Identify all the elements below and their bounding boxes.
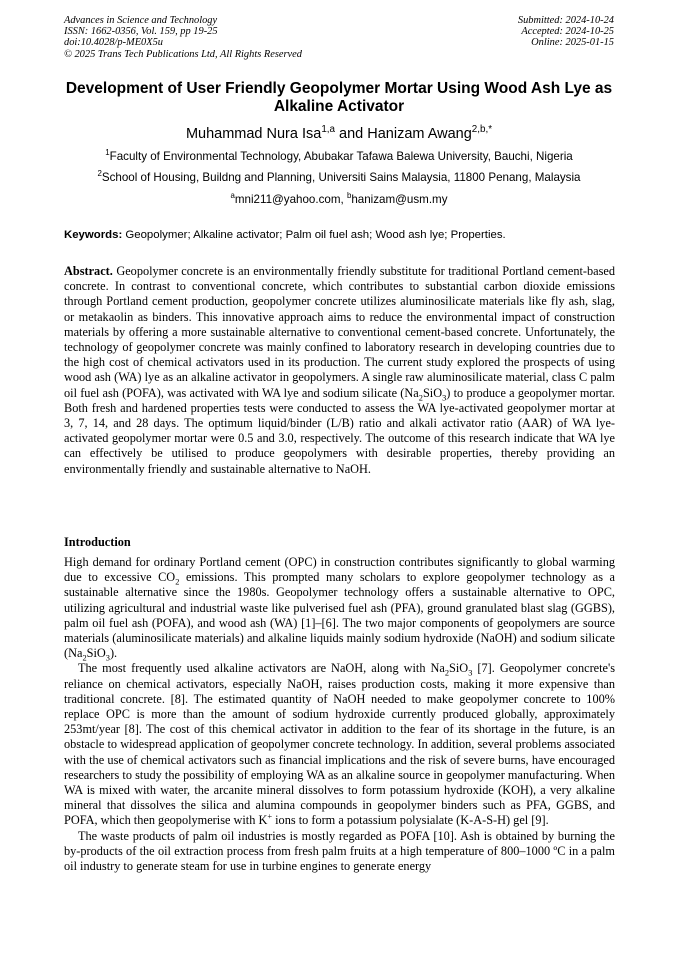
journal-header-right bbox=[518, 15, 614, 49]
author-list bbox=[58, 125, 620, 143]
formula-text: SiO bbox=[422, 385, 443, 400]
paragraph-text: ions to form a potassium polysialate (K-A-S-H) gel [9]. bbox=[272, 813, 549, 828]
paragraph bbox=[64, 661, 615, 828]
formula-text: SiO bbox=[449, 661, 469, 676]
affiliation-number: 1 bbox=[105, 148, 110, 158]
formula-subscript: 3 bbox=[105, 653, 110, 663]
abstract-label: Abstract. bbox=[64, 264, 113, 278]
author-affiliation-marker: 1,a bbox=[321, 124, 336, 136]
formula-subscript: 2 bbox=[82, 653, 87, 663]
accepted-date: Accepted: 2024-10-25 bbox=[521, 26, 614, 38]
formula-text: SiO bbox=[86, 646, 106, 661]
paragraph-text: High demand for ordinary Portland cement (OPC) in construction contributes significantly to global warming due to excessive CO bbox=[64, 555, 615, 585]
author-name: Muhammad Nura Isa bbox=[185, 126, 322, 142]
email-marker: a bbox=[230, 191, 235, 201]
affiliation-text: School of Housing, Buildng and Planning, Universiti Sains Malaysia, 11800 Penang, Malaysia bbox=[101, 171, 581, 184]
keywords-text: Geopolymer; Alkaline activator; Palm oil fuel ash; Wood ash lye; Properties. bbox=[122, 229, 506, 241]
paragraph bbox=[64, 555, 615, 661]
paragraph-text: ). bbox=[109, 646, 118, 661]
abstract bbox=[64, 264, 615, 477]
introduction-body bbox=[64, 555, 615, 874]
journal-copyright: © 2025 Trans Tech Publications Ltd, All Rights Reserved bbox=[64, 48, 302, 60]
email-link[interactable]: mni211@yahoo.com, bbox=[234, 193, 347, 206]
paper-title: Development of User Friendly Geopolymer Mortar Using Wood Ash Lye as Alkaline Activator bbox=[65, 80, 613, 115]
journal-header-left bbox=[64, 15, 302, 60]
author-name: Hanizam Awang bbox=[367, 126, 472, 142]
affiliation bbox=[58, 171, 620, 185]
affiliation bbox=[58, 150, 620, 164]
affiliation-text: Faculty of Environmental Technology, Abubakar Tafawa Balewa University, Bauchi, Nigeria bbox=[109, 150, 573, 163]
formula-subscript: 3 bbox=[442, 393, 447, 403]
journal-doi[interactable]: doi:10.4028/p-ME0X5u bbox=[64, 37, 163, 49]
author-separator: and bbox=[335, 126, 368, 142]
keywords bbox=[64, 228, 614, 242]
author-emails bbox=[58, 193, 620, 207]
keywords-label: Keywords: bbox=[64, 229, 123, 241]
formula-subscript: 2 bbox=[418, 393, 423, 403]
paragraph: The waste products of palm oil industries is mostly regarded as POFA [10]. Ash is obtained by burning the by-products of the oil extraction process from fresh palm fruits at a high temperature of 800–1000 ºC in a palm oil industry to generate steam for use in turbine engines to generate energy bbox=[64, 828, 615, 874]
abstract-text: Geopolymer concrete is an environmentally friendly substitute for traditional Portland cement-based concrete. In contrast to conventional concrete, which contributes to substantial carbon dioxide emissions through Portland cement production, geopolymer concrete utilizes aluminosilicate materials like fly ash, slag, or metakaolin as binders. This innovative approach aims to reduce the environmental impact of construction materials by offering a more sustainable alternative to conventional cement-based concrete. Unfortunately, the technology of geopolymer concrete was mainly confined to laboratory research in developing countries due to the high cost of chemical activators used in its production. The current study explored the prospects of using wood ash (WA) lye as an alkaline activator in geopolymers. A single raw aluminosilicate material, class C palm oil fuel ash (POFA), was activated with WA lye and sodium silicate (Na bbox=[64, 264, 615, 400]
author-affiliation-marker: 2,b,* bbox=[471, 124, 493, 136]
online-date: Online: 2025-01-15 bbox=[531, 37, 614, 49]
affiliation-number: 2 bbox=[97, 169, 102, 179]
abstract-text: ) to produce a geopolymer mortar. Both fresh and hardened properties tests were conducted to assess the WA lye-activated geopolymer mortar at 3, 7, 14, and 28 days. The optimum liquid/binder (L/B) ratio and alkali activator ratio (AAR) of WA lye-activated geopolymer mortar were 0.5 and 3.0, respectively. The outcome of this research indicate that WA lye can effectively be utilised to produce geopolymers with desirable properties, thereby providing an environmentally friendly and sustainable alternative to NaOH. bbox=[64, 385, 615, 476]
ion-superscript: + bbox=[267, 812, 273, 822]
formula-subscript: 2 bbox=[175, 577, 180, 587]
paragraph-text: [7]. Geopolymer concrete's reliance on chemical activators, especially NaOH, raises production costs, making it more expensive than traditional concrete. [8]. The estimated quantity of NaOH needed to make geopolymer concrete to 100% replace OPC is more than the amount of sodium hydroxide currently produced globally, approximately 253mt/year [8]. The cost of this chemical activator in addition to the fear of its shortage in the future, is an obstacle to widespread application of geopolymer concrete technology. In addition, several problems associated with the use of chemical activators such as financial implications and the risk of severe burns, have encouraged researchers to study the possibility of employing WA as an alkaline source in geopolymer manufacturing. When WA is mixed with water, the arcanite mineral dissolves to form potassium hydroxide (KOH), a very alkaline mineral that dissolves the silica and alumina compounds in geopolymer binders such as PFA, GGBS, and POFA, which then geopolymerise with K bbox=[64, 661, 615, 828]
paragraph-text: The most frequently used alkaline activators are NaOH, along with Na bbox=[78, 661, 445, 676]
email-link[interactable]: hanizam@usm.my bbox=[351, 193, 448, 206]
submitted-date: Submitted: 2024-10-24 bbox=[517, 15, 614, 26]
journal-issn: ISSN: 1662-0356, Vol. 159, pp 19-25 bbox=[64, 26, 218, 38]
email-marker: b bbox=[346, 191, 352, 201]
formula-subscript: 3 bbox=[468, 668, 473, 678]
journal-name: Advances in Science and Technology bbox=[64, 15, 218, 26]
formula-subscript: 2 bbox=[444, 668, 450, 678]
paragraph-text: emissions. This prompted many scholars to explore geopolymer technology as a sustainable alternative since the 1980s. Geopolymer technology offers a sustainable alternative to OPC, utilizing agricultural and industrial waste like pulverised fuel ash (PFA), ground granulated blast slag (GGBS), palm oil fuel ash (POFA), and wood ash (WA) [1]–[6]. The two major components of geopolymers are source materials (aluminosilicate materials) and alkaline liquids mainly sodium hydroxide (NaOH) and sodium silicate (Na bbox=[64, 570, 616, 661]
section-heading: Introduction bbox=[64, 535, 131, 549]
